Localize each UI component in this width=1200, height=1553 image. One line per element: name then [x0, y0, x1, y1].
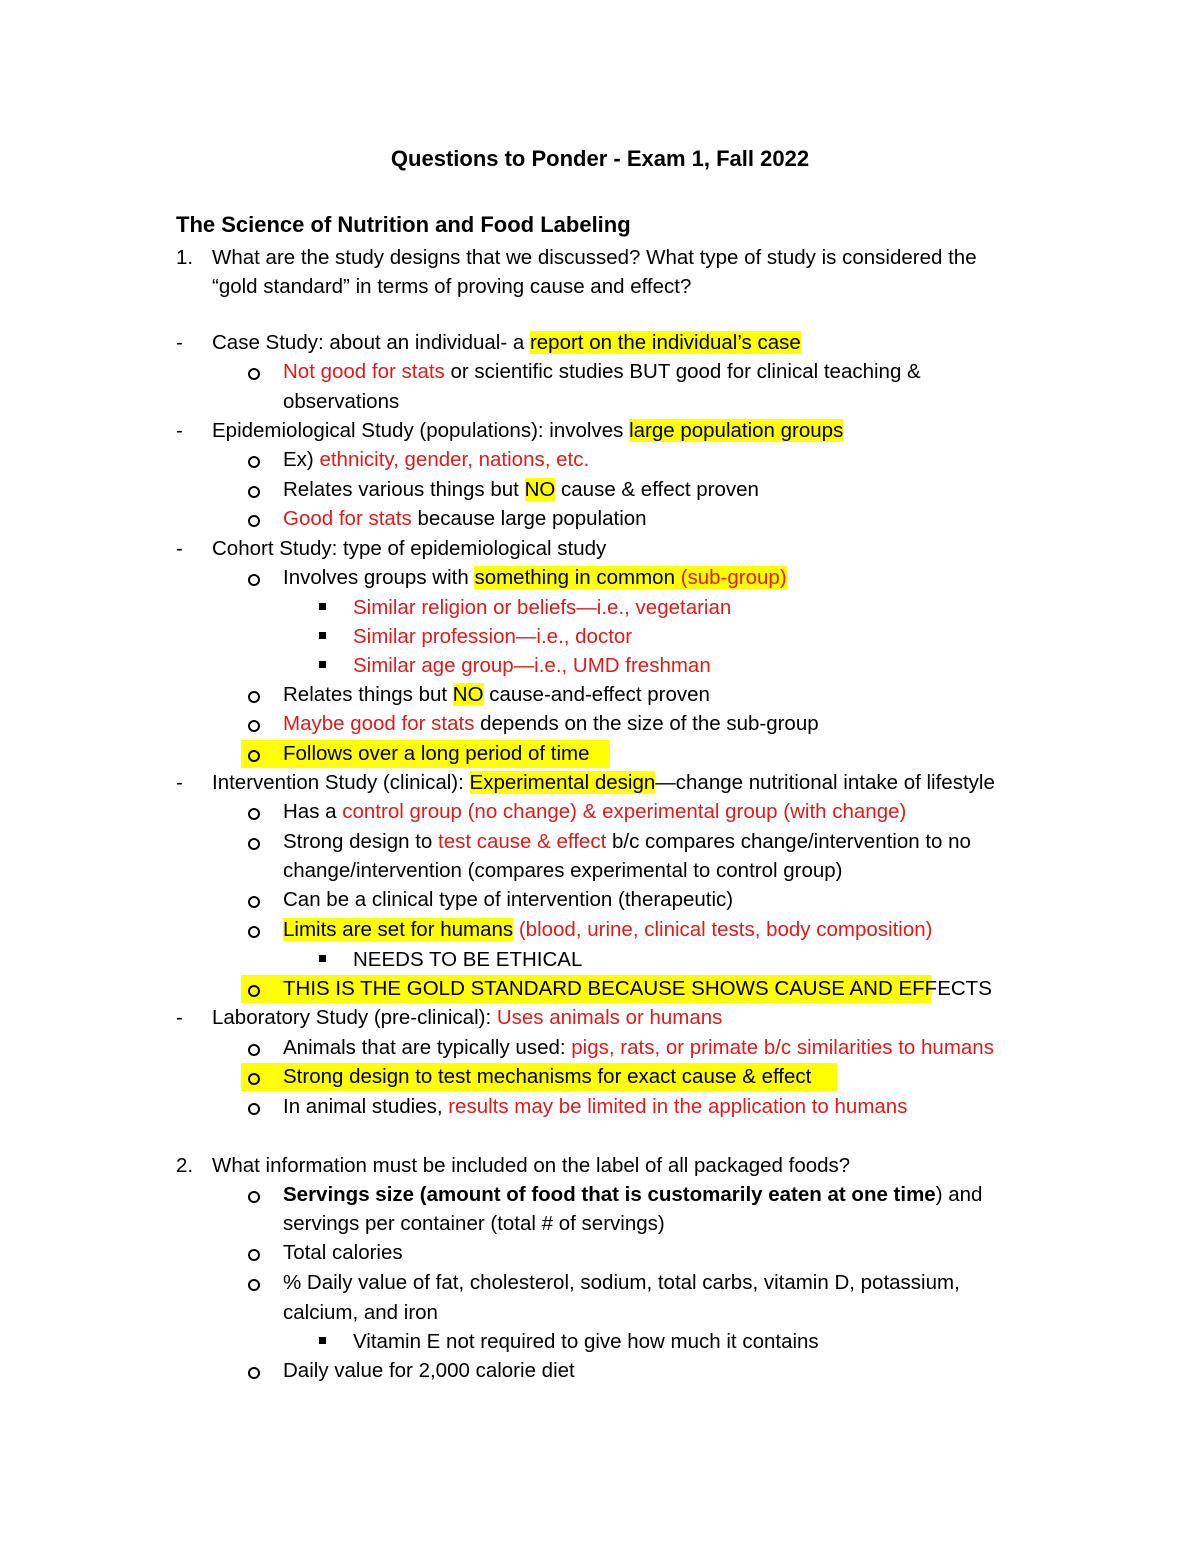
bullet-item: THIS IS THE GOLD STANDARD BECAUSE SHOWS CAUSE AND EFFECTS: [283, 977, 992, 1000]
dash-bullet: -: [176, 331, 183, 354]
circle-bullet-icon: [248, 486, 260, 498]
sub-bullet-item: Similar religion or beliefs—i.e., vegetarian: [353, 596, 732, 619]
square-bullet-icon: [319, 603, 326, 610]
bullet-item: Relates things but NO cause-and-effect proven: [283, 683, 710, 706]
bullet-item: Total calories: [283, 1241, 403, 1264]
square-bullet-icon: [319, 661, 326, 668]
circle-bullet-icon: [248, 926, 260, 938]
sub-bullet-item: Similar profession—i.e., doctor: [353, 625, 633, 648]
question-number: 2.: [176, 1154, 194, 1177]
sub-bullet-item: Vitamin E not required to give how much it contains: [353, 1330, 819, 1353]
bullet-item-cont: change/intervention (compares experimental to control group): [283, 859, 843, 882]
question-text: What information must be included on the label of all packaged foods?: [212, 1154, 851, 1177]
dash-bullet: -: [176, 771, 183, 794]
question-text: What are the study designs that we discussed? What type of study is considered the: [212, 246, 977, 269]
square-bullet-icon: [319, 632, 326, 639]
bullet-item: % Daily value of fat, cholesterol, sodium, total carbs, vitamin D, potassium,: [283, 1271, 960, 1294]
circle-bullet-icon: [248, 574, 260, 586]
bullet-item: Limits are set for humans (blood, urine, clinical tests, body composition): [283, 918, 933, 941]
bullet-item: Maybe good for stats depends on the size of the sub-group: [283, 712, 819, 735]
bullet-item: Involves groups with something in common (sub-group): [283, 566, 787, 589]
bullet-item-cont: observations: [283, 390, 400, 413]
intervention-study-line: Intervention Study (clinical): Experimental design—change nutritional intake of lifestyle: [212, 771, 995, 794]
lab-study-line: Laboratory Study (pre-clinical): Uses animals or humans: [212, 1006, 723, 1029]
bullet-item: Servings size (amount of food that is customarily eaten at one time) and: [283, 1183, 983, 1206]
circle-bullet-icon: [248, 750, 260, 762]
bullet-item: Daily value for 2,000 calorie diet: [283, 1359, 575, 1382]
question-text-cont: “gold standard” in terms of proving cause and effect?: [212, 275, 692, 298]
circle-bullet-icon: [248, 1103, 260, 1115]
question-number: 1.: [176, 246, 194, 269]
dash-bullet: -: [176, 1006, 183, 1029]
square-bullet-icon: [319, 955, 326, 962]
bullet-item: Not good for stats or scientific studies BUT good for clinical teaching &: [283, 360, 921, 383]
circle-bullet-icon: [248, 1044, 260, 1056]
sub-bullet-item: Similar age group—i.e., UMD freshman: [353, 654, 711, 677]
case-study-line: Case Study: about an individual- a report on the individual’s case: [212, 331, 801, 354]
circle-bullet-icon: [248, 456, 260, 468]
bullet-item: Has a control group (no change) & experimental group (with change): [283, 800, 907, 823]
cohort-study-line: Cohort Study: type of epidemiological study: [212, 537, 607, 560]
circle-bullet-icon: [248, 1279, 260, 1291]
circle-bullet-icon: [248, 896, 260, 908]
bullet-item: Animals that are typically used: pigs, rats, or primate b/c similarities to humans: [283, 1036, 994, 1059]
epi-study-line: Epidemiological Study (populations): involves large population groups: [212, 419, 844, 442]
sub-bullet-item: NEEDS TO BE ETHICAL: [353, 948, 583, 971]
bullet-item: In animal studies, results may be limited in the application to humans: [283, 1095, 908, 1118]
bullet-item: Can be a clinical type of intervention (therapeutic): [283, 888, 734, 911]
dash-bullet: -: [176, 537, 183, 560]
circle-bullet-icon: [248, 720, 260, 732]
bullet-item-cont: servings per container (total # of servings): [283, 1212, 665, 1235]
bullet-item-cont: calcium, and iron: [283, 1301, 438, 1324]
circle-bullet-icon: [248, 691, 260, 703]
circle-bullet-icon: [248, 515, 260, 527]
circle-bullet-icon: [248, 1073, 260, 1085]
circle-bullet-icon: [248, 368, 260, 380]
circle-bullet-icon: [248, 1249, 260, 1261]
circle-bullet-icon: [248, 808, 260, 820]
circle-bullet-icon: [248, 1367, 260, 1379]
bullet-item: Strong design to test mechanisms for exact cause & effect: [283, 1065, 812, 1088]
circle-bullet-icon: [248, 1191, 260, 1203]
bullet-item: Relates various things but NO cause & effect proven: [283, 478, 759, 501]
circle-bullet-icon: [248, 838, 260, 850]
bullet-item: Follows over a long period of time: [283, 742, 590, 765]
bullet-item: Ex) ethnicity, gender, nations, etc.: [283, 448, 590, 471]
bullet-item: Good for stats because large population: [283, 507, 647, 530]
dash-bullet: -: [176, 419, 183, 442]
bullet-item: Strong design to test cause & effect b/c compares change/intervention to no: [283, 830, 971, 853]
section-heading: The Science of Nutrition and Food Labeling: [176, 212, 631, 237]
circle-bullet-icon: [248, 985, 260, 997]
page-title: Questions to Ponder - Exam 1, Fall 2022: [390, 146, 810, 171]
square-bullet-icon: [319, 1337, 326, 1344]
